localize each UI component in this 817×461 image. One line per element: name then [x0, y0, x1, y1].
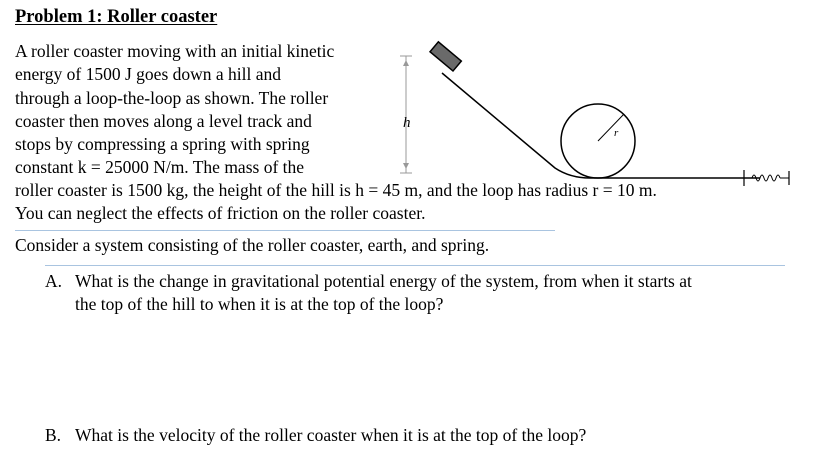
question-a-line: What is the change in gravitational potential energy of the system, from when it starts at: [75, 271, 692, 291]
question-b-label: B.: [45, 425, 62, 445]
track: [442, 73, 760, 178]
height-label: h: [403, 115, 411, 131]
question-a-line: the top of the hill to when it is at the top of the loop?: [75, 294, 444, 315]
spring: [744, 170, 789, 186]
problem-title: Problem 1: Roller coaster: [15, 7, 218, 27]
intro-line: A roller coaster moving with an initial kinetic: [15, 41, 335, 61]
radius-label: r: [614, 127, 619, 139]
intro-line: energy of 1500 J goes down a hill and: [15, 64, 282, 85]
intro-line: stops by compressing a spring with spring: [15, 134, 310, 155]
intro-line: constant k = 25000 N/m. The mass of the: [15, 157, 305, 178]
roller-coaster-cart: [430, 42, 461, 71]
detail-line: roller coaster is 1500 kg, the height of the hill is h = 45 m, and the loop has radius r = 10 m.: [15, 180, 657, 200]
intro-line: through a loop-the-loop as shown. The roller: [15, 87, 329, 108]
question-b-text: What is the velocity of the roller coaster when it is at the top of the loop?: [75, 425, 587, 445]
question-a-label: A.: [45, 271, 63, 291]
intro-line: coaster then moves along a level track and: [15, 110, 312, 131]
radius-line: [598, 114, 624, 141]
detail-line: You can neglect the effects of friction on the roller coaster.: [15, 203, 426, 224]
system-statement: Consider a system consisting of the roller coaster, earth, and spring.: [15, 235, 490, 255]
